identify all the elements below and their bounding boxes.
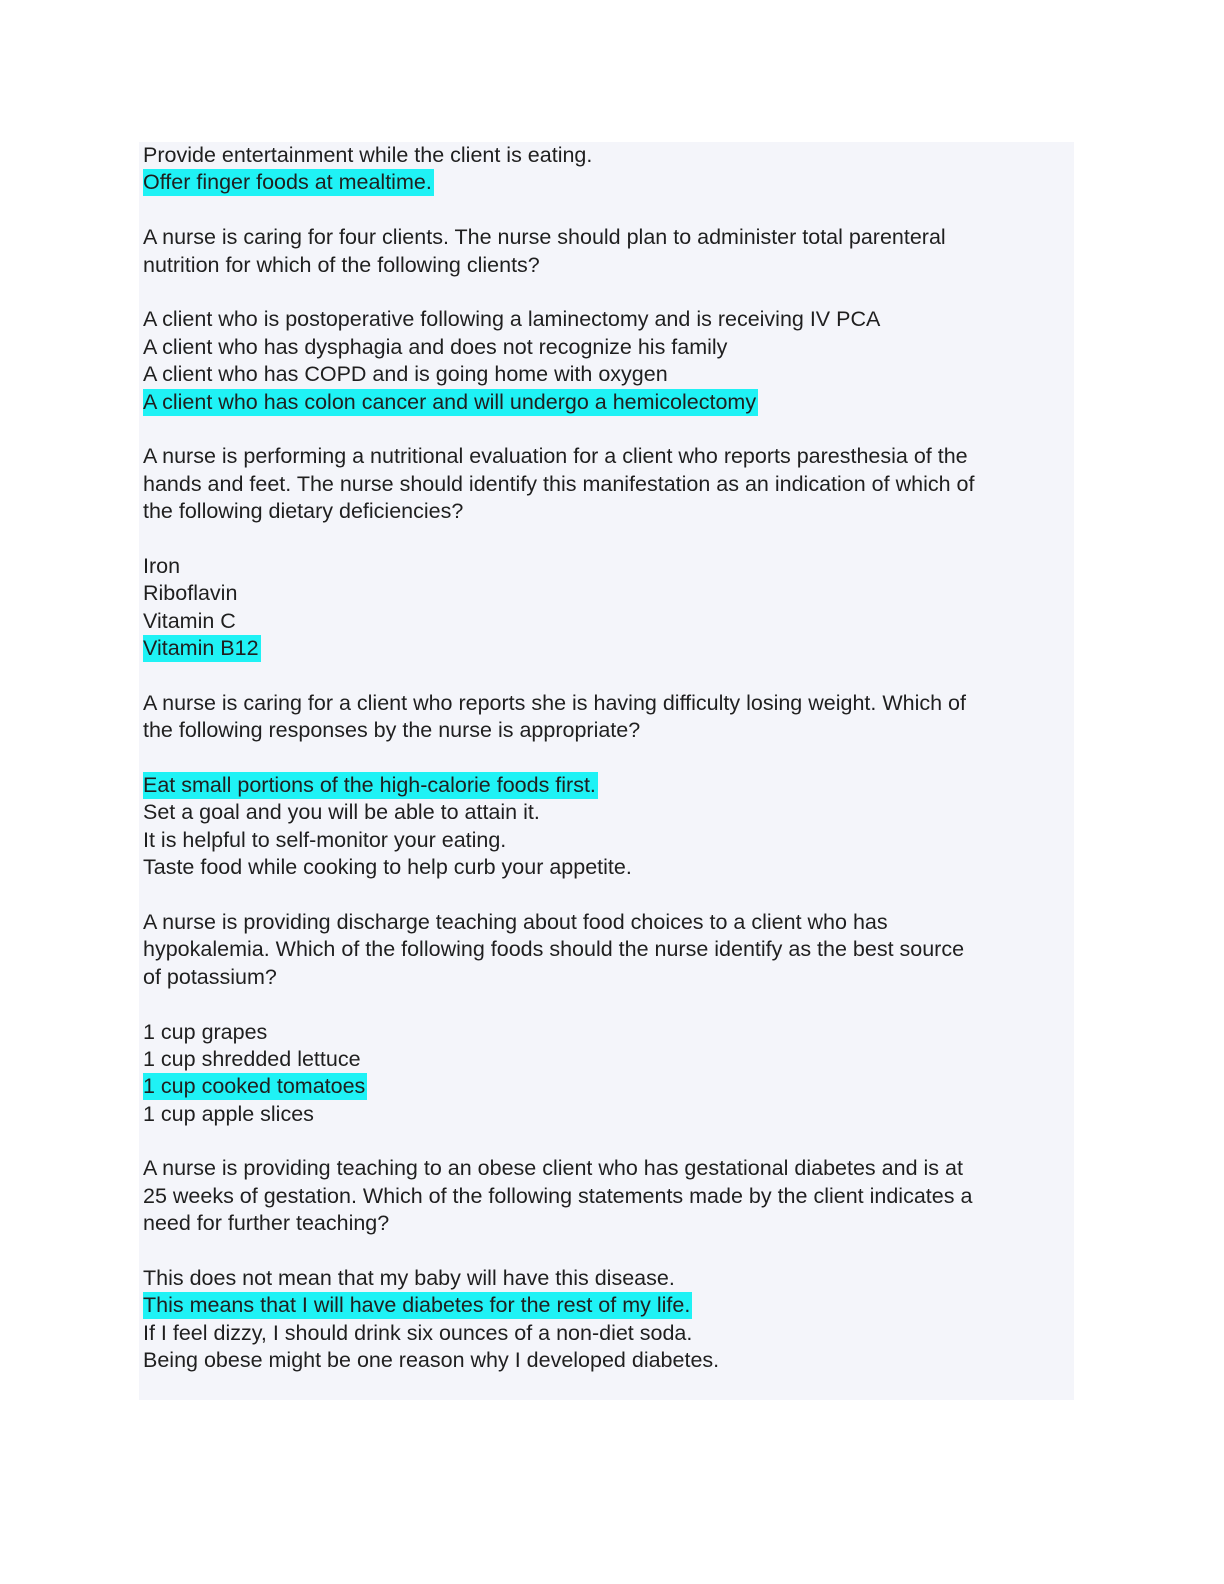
answer-option-correct [143, 169, 1068, 196]
question-text-line: A nurse is performing a nutritional evaluation for a client who reports paresthesia of the [143, 444, 968, 469]
option-list [143, 306, 1068, 416]
question-text-line: A nurse is providing discharge teaching about food choices to a client who has [143, 909, 888, 934]
answer-option: Iron [143, 553, 181, 578]
question-block [143, 1155, 1068, 1237]
answer-option-correct [143, 1073, 1068, 1100]
question-block [143, 224, 1068, 279]
answer-option: Being obese might be one reason why I developed diabetes. [143, 1348, 720, 1373]
answer-option: Riboflavin [143, 581, 238, 606]
question-text-line: A nurse is caring for a client who reports she is having difficulty losing weight. Which of [143, 690, 966, 715]
answer-option: Taste food while cooking to help curb your appetite. [143, 855, 632, 880]
correct-answer-highlight: Eat small portions of the high-calorie foods first. [143, 772, 596, 797]
option-list [143, 1265, 1068, 1375]
option-list [143, 142, 1068, 197]
correct-answer-highlight: Vitamin B12 [143, 636, 259, 661]
correct-answer-highlight: A client who has colon cancer and will undergo a hemicolectomy [143, 389, 757, 414]
option-list [143, 772, 1068, 882]
answer-option: 1 cup grapes [143, 1019, 268, 1044]
answer-option: 1 cup shredded lettuce [143, 1046, 361, 1071]
answer-option: Vitamin C [143, 608, 236, 633]
question-block [143, 690, 1068, 745]
question-block [143, 443, 1068, 525]
answer-option-correct [143, 635, 1068, 662]
option-list [143, 553, 1068, 663]
answer-option: Set a goal and you will be able to attain it. [143, 800, 540, 825]
correct-answer-highlight: This means that I will have diabetes for the rest of my life. [143, 1293, 691, 1318]
answer-option: A client who is postoperative following a laminectomy and is receiving IV PCA [143, 307, 881, 332]
correct-answer-highlight: 1 cup cooked tomatoes [143, 1074, 366, 1099]
answer-option: 1 cup apple slices [143, 1101, 314, 1126]
question-text-line: hands and feet. The nurse should identify this manifestation as an indication of which of [143, 471, 975, 496]
question-text-line: A nurse is providing teaching to an obese client who has gestational diabetes and is at [143, 1156, 963, 1181]
question-text-line: nutrition for which of the following clients? [143, 252, 540, 277]
answer-option: This does not mean that my baby will have this disease. [143, 1266, 675, 1291]
question-text-line: of potassium? [143, 964, 277, 989]
correct-answer-highlight: Offer finger foods at mealtime. [143, 170, 432, 195]
answer-option-correct [143, 772, 1068, 799]
answer-option: It is helpful to self-monitor your eating. [143, 827, 507, 852]
answer-option: A client who has dysphagia and does not recognize his family [143, 334, 728, 359]
answer-option: A client who has COPD and is going home with oxygen [143, 362, 668, 387]
option-list [143, 1019, 1068, 1129]
answer-option-correct [143, 1292, 1068, 1319]
answer-option: If I feel dizzy, I should drink six ounces of a non-diet soda. [143, 1320, 693, 1345]
quiz-content [143, 142, 1068, 1375]
question-text-line: hypokalemia. Which of the following foods should the nurse identify as the best source [143, 937, 965, 962]
question-text-line: the following responses by the nurse is appropriate? [143, 718, 641, 743]
question-text-line: A nurse is caring for four clients. The nurse should plan to administer total parenteral [143, 225, 946, 250]
answer-option-correct [143, 389, 1068, 416]
question-text-line: 25 weeks of gestation. Which of the following statements made by the client indicates a [143, 1183, 973, 1208]
question-block [143, 909, 1068, 991]
answer-option: Provide entertainment while the client is eating. [143, 143, 593, 167]
question-text-line: the following dietary deficiencies? [143, 499, 464, 524]
question-text-line: need for further teaching? [143, 1211, 390, 1236]
